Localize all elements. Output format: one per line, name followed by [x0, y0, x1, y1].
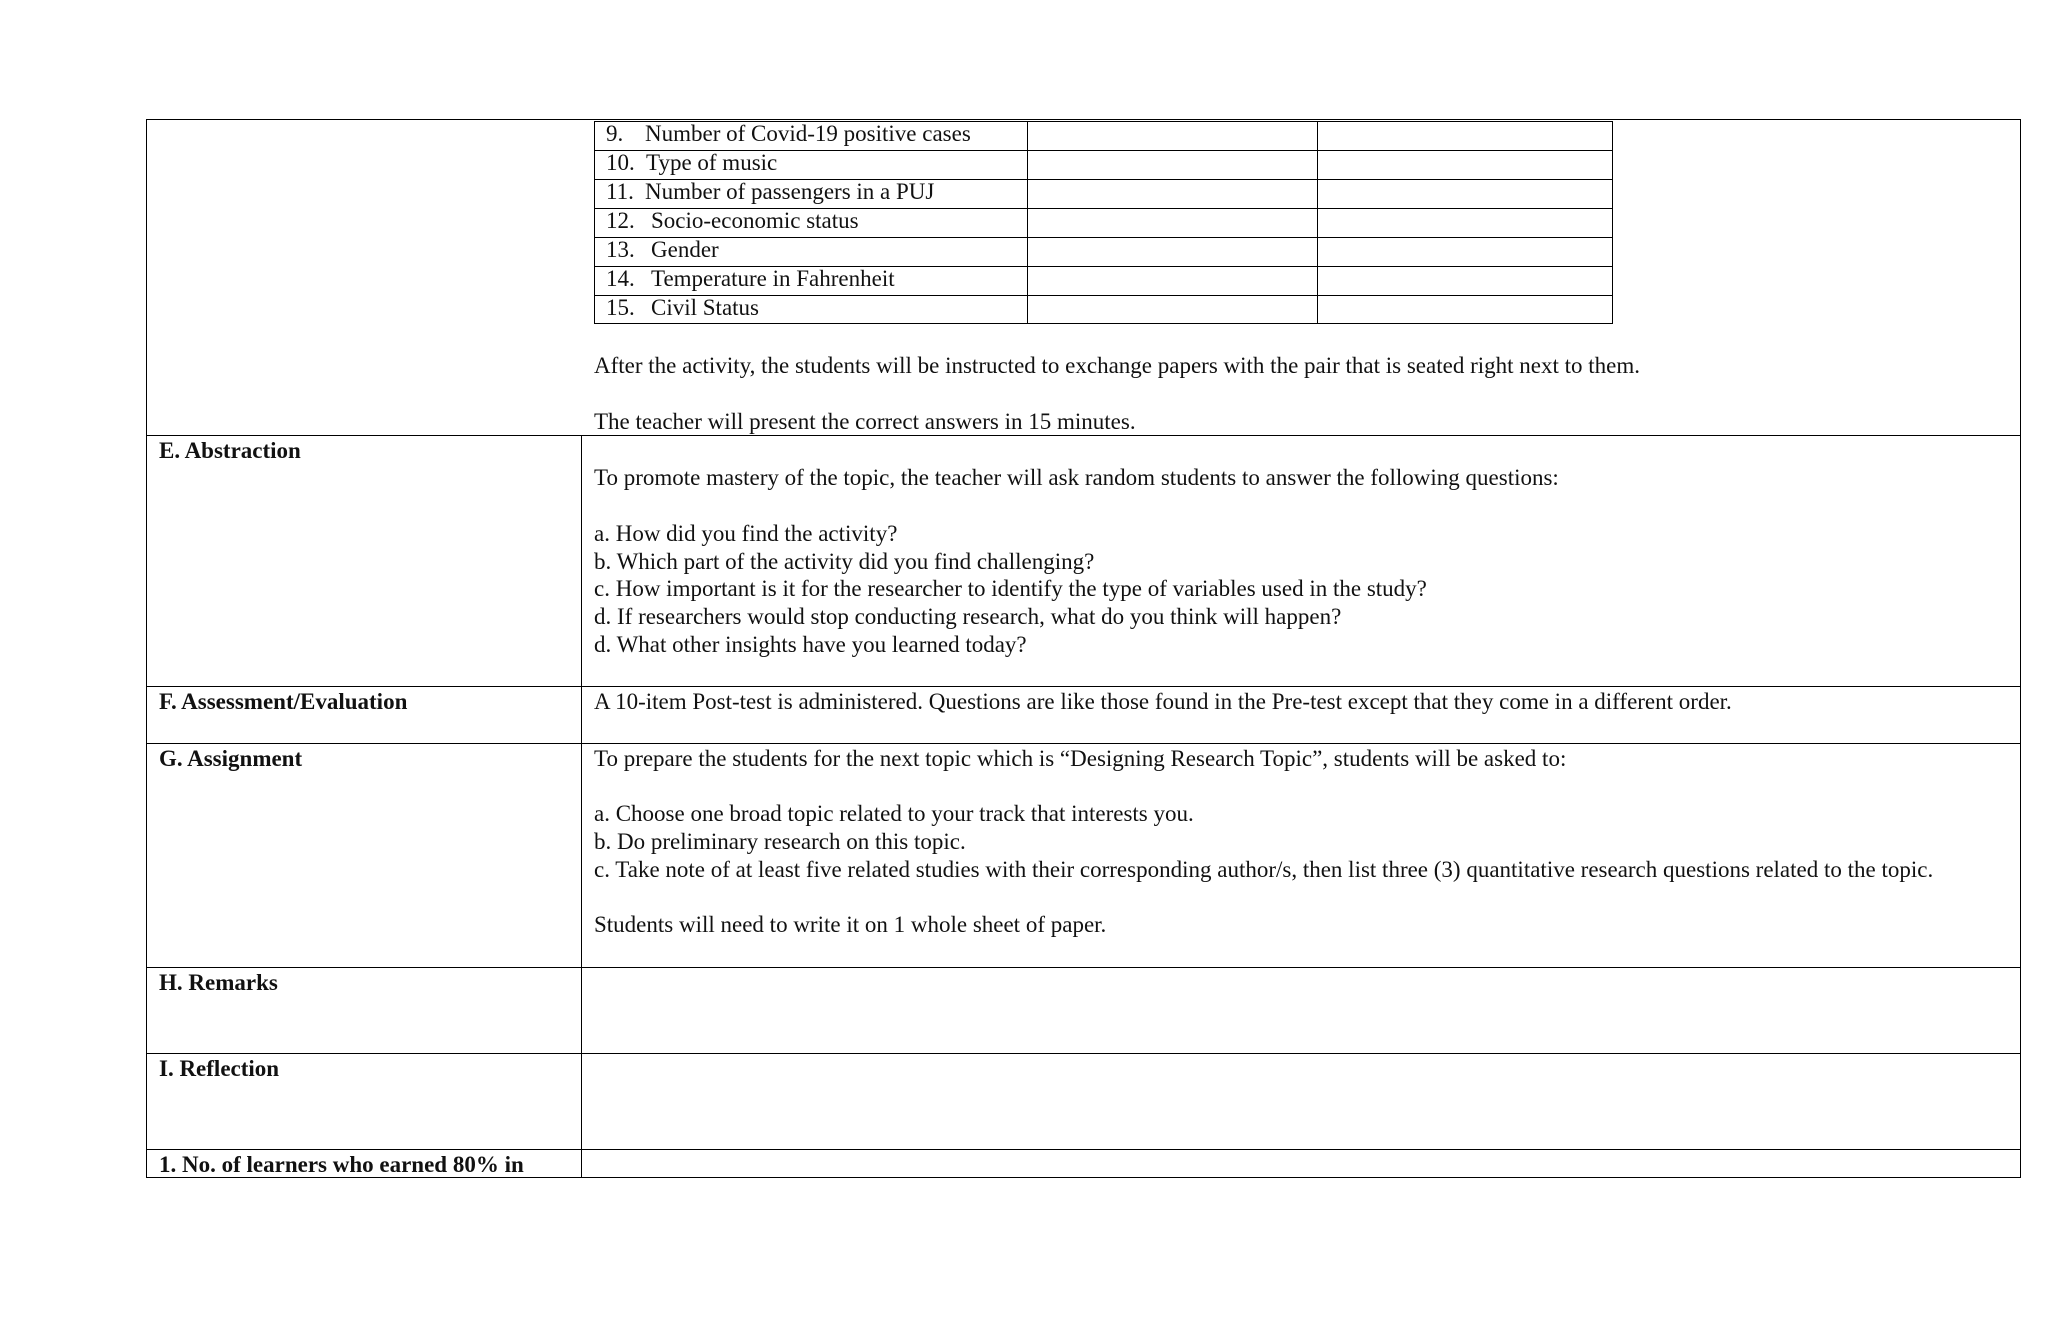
variable-number: 9. [606, 121, 624, 146]
assessment-text: A 10-item Post-test is administered. Questions are like those found in the Pre-test except that they come in a different order. [594, 689, 1732, 714]
variable-label: Type of music [646, 150, 778, 175]
table-left-border [146, 119, 147, 1178]
abstraction-question: d. What other insights have you learned today? [594, 632, 1027, 657]
assessment-heading: F. Assessment/Evaluation [159, 689, 408, 714]
remarks-heading: H. Remarks [159, 970, 278, 995]
assignment-item: a. Choose one broad topic related to your track that interests you. [594, 801, 1194, 826]
abstraction-heading: E. Abstraction [159, 438, 301, 463]
variable-label: Number of passengers in a PUJ [645, 179, 935, 204]
inner-col-line [1612, 121, 1613, 323]
variable-label: Civil Status [651, 295, 759, 320]
answers-note: The teacher will present the correct answers in 15 minutes. [594, 409, 1136, 434]
reflection-heading: I. Reflection [159, 1056, 280, 1081]
assignment-heading: G. Assignment [159, 746, 303, 771]
assignment-intro: To prepare the students for the next topic which is “Designing Research Topic”, students will be asked to: [594, 746, 1567, 771]
variable-number: 14. [606, 266, 635, 291]
variable-number: 15. [606, 295, 635, 320]
exchange-note: After the activity, the students will be instructed to exchange papers with the pair that is seated right next to them. [594, 353, 1640, 378]
abstraction-question: b. Which part of the activity did you find challenging? [594, 549, 1095, 574]
assignment-item: b. Do preliminary research on this topic. [594, 829, 966, 854]
row-separator [146, 1053, 2021, 1054]
table-right-border [2020, 119, 2021, 1178]
abstraction-question: d. If researchers would stop conducting research, what do you think will happen? [594, 604, 1342, 629]
row-separator [146, 1149, 2021, 1150]
learners-heading: 1. No. of learners who earned 80% in [159, 1152, 524, 1177]
inner-col-line [1317, 121, 1318, 323]
column-divider [581, 435, 582, 1178]
inner-row-line [594, 323, 1613, 324]
abstraction-intro: To promote mastery of the topic, the teacher will ask random students to answer the following questions: [594, 465, 1559, 490]
row-separator [146, 967, 2021, 968]
variable-number: 13. [606, 237, 635, 262]
inner-row-line [594, 237, 1613, 238]
assignment-note: Students will need to write it on 1 whole sheet of paper. [594, 912, 1107, 937]
row-separator [146, 743, 2021, 744]
inner-col-line [1027, 121, 1028, 323]
assignment-item: c. Take note of at least five related studies with their corresponding author/s, then list three (3) quantitative research questions related to the topic. [594, 857, 1934, 882]
variable-label: Temperature in Fahrenheit [651, 266, 895, 291]
variable-number: 10. [606, 150, 635, 175]
variable-label: Number of Covid-19 positive cases [645, 121, 971, 146]
abstraction-question: a. How did you find the activity? [594, 521, 898, 546]
abstraction-question: c. How important is it for the researcher to identify the type of variables used in the study? [594, 576, 1427, 601]
variable-label: Gender [651, 237, 719, 262]
variable-label: Socio-economic status [651, 208, 859, 233]
variable-number: 11. [606, 179, 634, 204]
inner-col-line [594, 121, 595, 323]
table-top-border [146, 119, 2021, 120]
row-separator [146, 686, 2021, 687]
variable-number: 12. [606, 208, 635, 233]
